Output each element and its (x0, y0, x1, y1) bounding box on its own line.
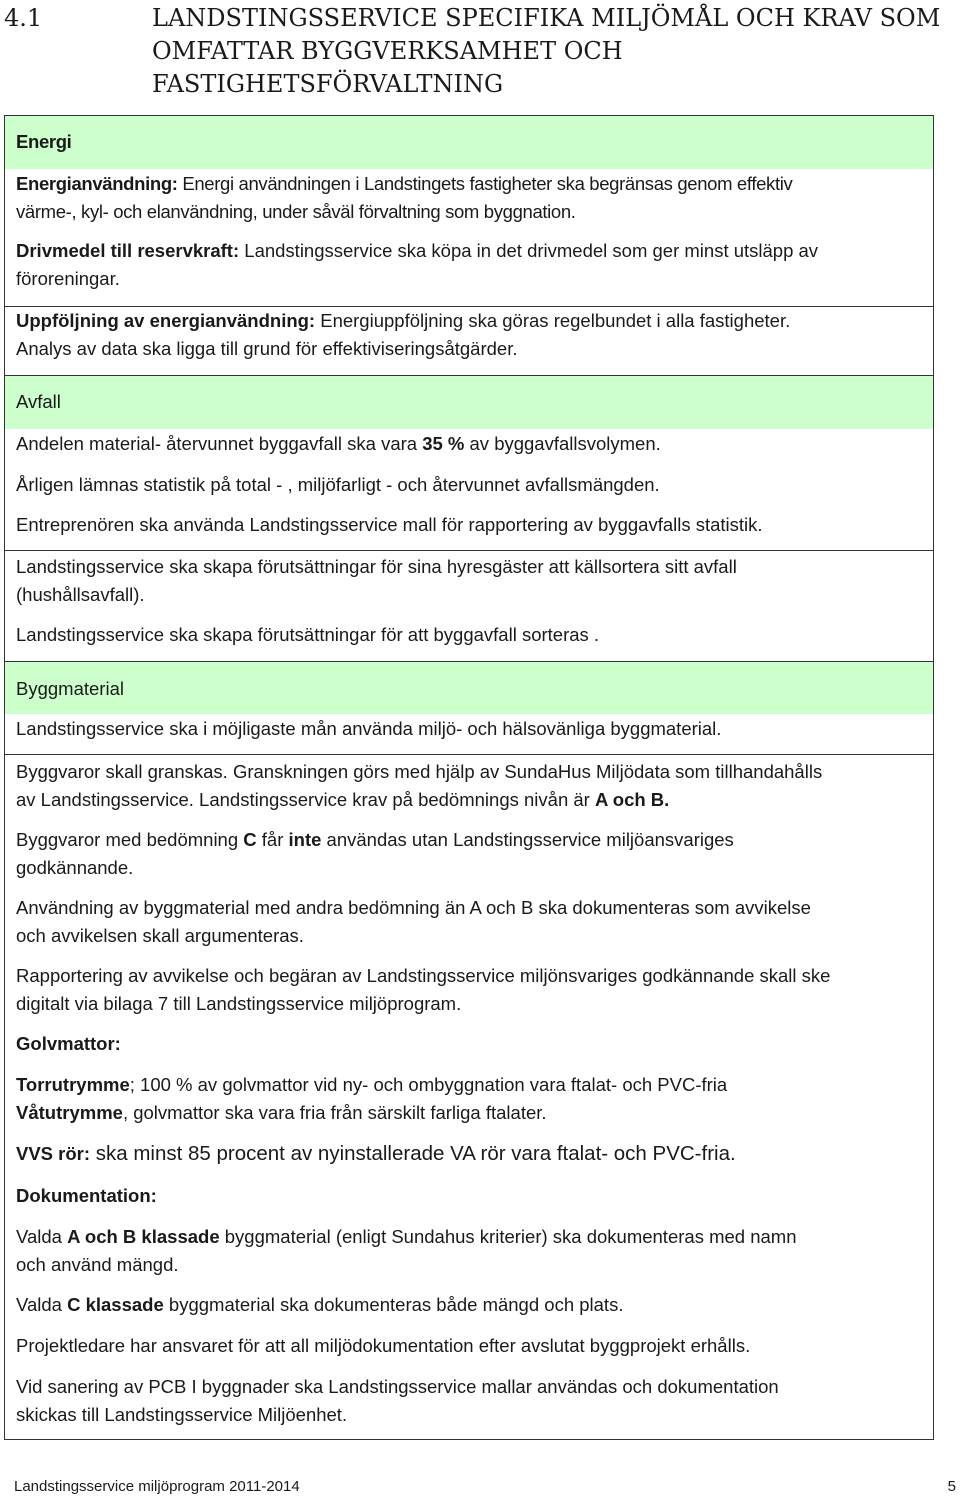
page-footer (14, 1478, 956, 1495)
byggmaterial-header: Byggmaterial (16, 678, 124, 699)
byggmaterial-paragraph: Byggvaror med bedömning C får inte användas utan Landstingsservice miljöansvariges godkännande. (16, 829, 734, 878)
row-divider (5, 754, 933, 755)
footer-title: Landstingsservice miljöprogram 2011-2014 (14, 1478, 300, 1495)
byggmaterial-paragraph: Rapportering av avvikelse och begäran av Landstingsservice miljönsvariges godkännande skall ske digitalt via bilaga 7 till Landstingsservice miljöprogram. (16, 965, 831, 1014)
title-line: FASTIGHETSFÖRVALTNING (152, 70, 504, 98)
avfall-header: Avfall (16, 391, 61, 412)
vvs-paragraph: VVS rör: ska minst 85 procent av nyinstallerade VA rör vara ftalat- och PVC-fria. (16, 1142, 736, 1165)
avfall-paragraph: Landstingsservice ska skapa förutsättningar för att byggavfall sorteras . (16, 624, 600, 645)
page-number: 5 (947, 1478, 956, 1495)
drivmedel-paragraph: Drivmedel till reservkraft: Landstingsservice ska köpa in det drivmedel som ger minst utsläpp av föroreningar. (16, 240, 819, 289)
requirements-table (4, 115, 934, 1440)
golvmattor-label: Golvmattor: (16, 1033, 121, 1054)
section-heading (0, 0, 960, 110)
golvmattor-paragraph: Torrutrymme; 100 % av golvmattor vid ny- och ombyggnation vara ftalat- och PVC-fria Våtutrymme, golvmattor ska vara fria från särskilt farliga ftalater. (16, 1074, 728, 1123)
byggmaterial-paragraph: Användning av byggmaterial med andra bedömning än A och B ska dokumenteras som avvikelse och avvikelsen skall argumenteras. (16, 897, 811, 946)
byggmaterial-paragraph: Byggvaror skall granskas. Granskningen görs med hjälp av SundaHus Miljödata som tillhandahålls av Landstingsservice. Landstingsservice krav på bedömnings nivån är A och B. (16, 761, 823, 810)
dokumentation-paragraph: Projektledare har ansvaret för att all miljödokumentation efter avslutat byggprojekt erhålls. (16, 1335, 751, 1356)
avfall-paragraph: Andelen material- återvunnet byggavfall ska vara 35 % av byggavfallsvolymen. (16, 433, 661, 454)
dokumentation-paragraph: Valda C klassade byggmaterial ska dokumenteras både mängd och plats. (16, 1294, 624, 1315)
section-number: 4.1 (4, 4, 43, 32)
energianvandning-paragraph: Energianvändning: Energi användningen i Landstingets fastigheter ska begränsas genom effektiv värme-, kyl- och elanvändning, under såväl förvaltning som byggnation. (16, 173, 793, 222)
avfall-paragraph: Entreprenören ska använda Landstingsservice mall för rapportering av byggavfalls statistik. (16, 514, 763, 535)
section-title (152, 2, 942, 101)
title-line: OMFATTAR BYGGVERKSAMHET OCH (152, 37, 623, 65)
dokumentation-paragraph: Valda A och B klassade byggmaterial (enligt Sundahus kriterier) ska dokumenteras med namn och använd mängd. (16, 1226, 797, 1275)
avfall-paragraph: Landstingsservice ska skapa förutsättningar för sina hyresgäster att källsortera sitt avfall (hushållsavfall). (16, 556, 737, 605)
title-line: LANDSTINGSSERVICE SPECIFIKA MILJÖMÅL OCH KRAV SOM (152, 4, 941, 32)
row-divider (5, 550, 933, 551)
dokumentation-paragraph: Vid sanering av PCB I byggnader ska Landstingsservice mallar användas och dokumentation skickas till Landstingsservice Miljöenhet. (16, 1376, 779, 1425)
dokumentation-label: Dokumentation: (16, 1185, 157, 1206)
byggmaterial-paragraph: Landstingsservice ska i möjligaste mån använda miljö- och hälsovänliga byggmaterial. (16, 718, 722, 739)
energi-header: Energi (16, 131, 72, 152)
uppfoljning-paragraph: Uppföljning av energianvändning: Energiuppföljning ska göras regelbundet i alla fastigheter. Analys av data ska ligga till grund för effektiviseringsåtgärder. (16, 310, 791, 359)
avfall-paragraph: Årligen lämnas statistik på total - , miljöfarligt - och återvunnet avfallsmängden. (16, 474, 660, 495)
